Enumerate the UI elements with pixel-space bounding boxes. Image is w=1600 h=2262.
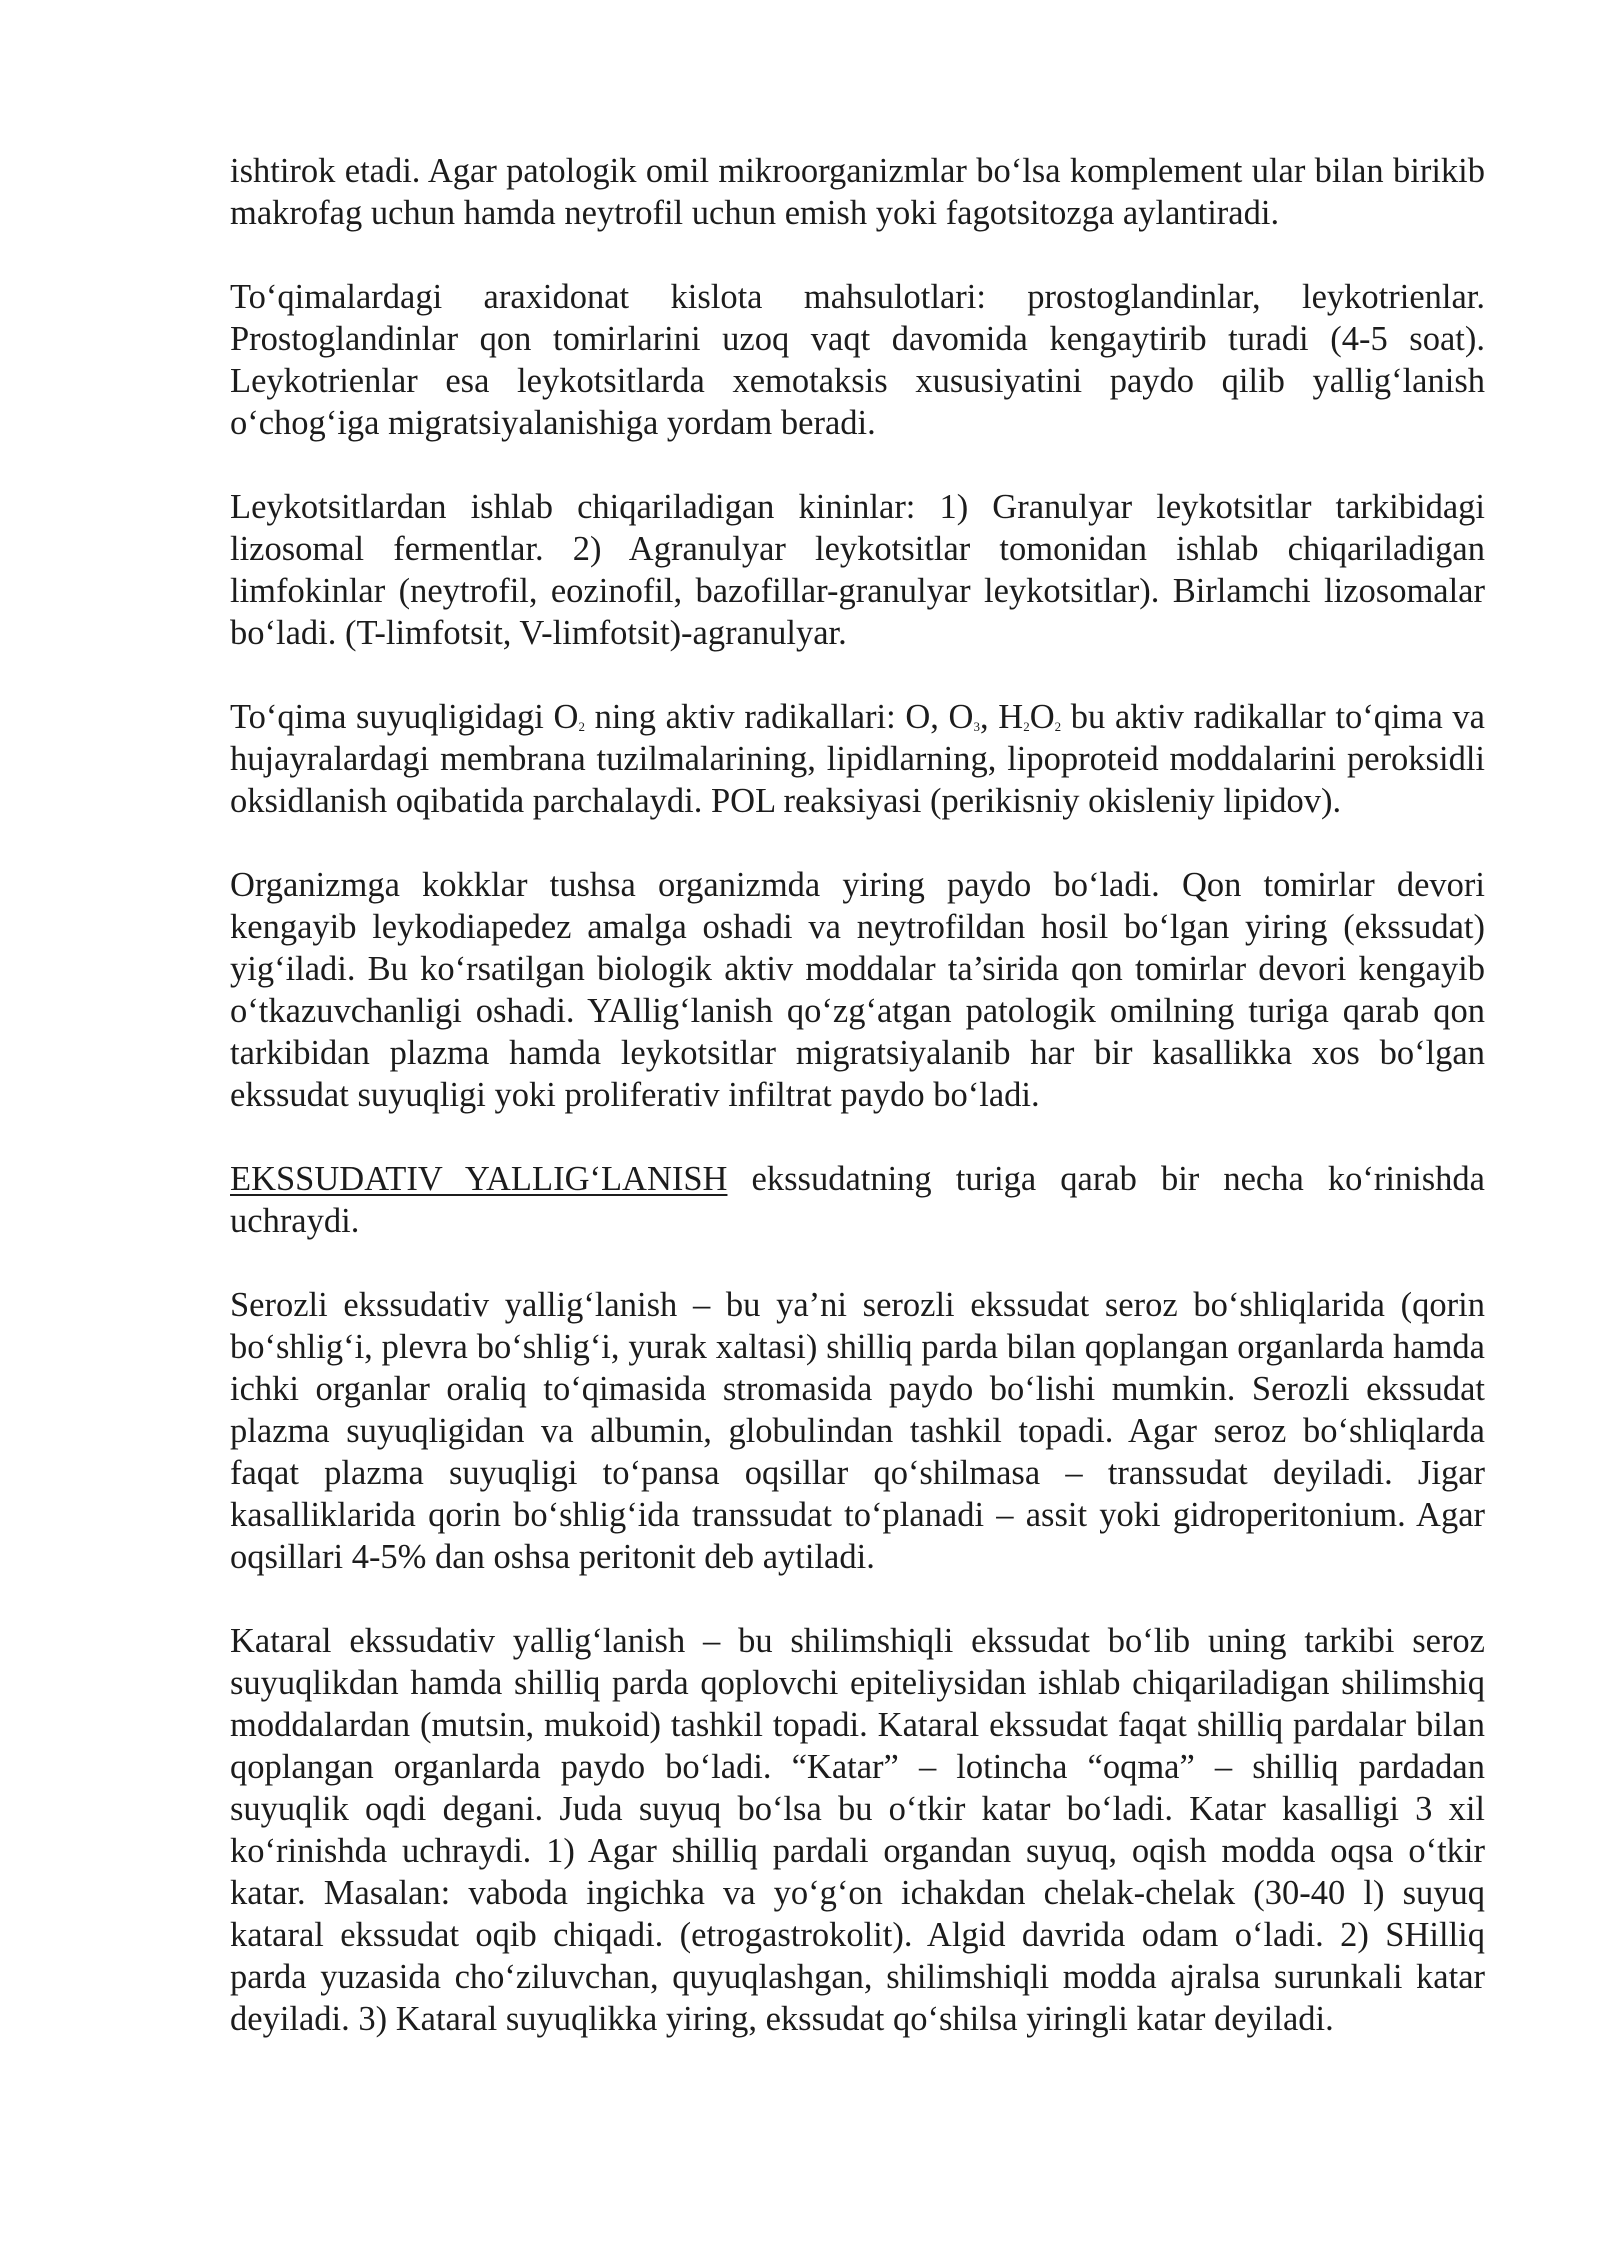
p4-sub-2: 3: [973, 719, 980, 734]
paragraph-arachidonic-acid: To‘qimalardagi araxidonat kislota mahsulotlari: prostoglandinlar, leykotrienlar. Prostoglandinlar qon tomirlarini uzoq vaqt davomida kengaytirib turadi (4-5 soat). Leykotrienlar esa leykotsitlarda xemotaksis xususiyatini paydo qilib yallig‘lanish o‘chog‘iga migratsiyalanishiga yordam beradi.: [230, 278, 1485, 442]
paragraph-oxygen-radicals: [230, 696, 1485, 822]
paragraph-serous: Serozli ekssudativ yallig‘lanish – bu ya’ni serozli ekssudat seroz bo‘shliqlarida (qorin bo‘shlig‘i, plevra bo‘shlig‘i, yurak xaltasi) shilliq parda bilan qoplangan organlarda hamda ichki organlar oraliq to‘qimasida stromasida paydo bo‘lishi mumkin. Serozli ekssudat plazma suyuqligidan va albumin, globulindan tashkil topadi. Agar seroz bo‘shliqlarda faqat plazma suyuqligi to‘pansa oqsillar qo‘shilmasa – transsudat deyiladi. Jigar kasalliklarida qorin bo‘shlig‘ida transsudat to‘planadi – assit yoki gidroperitonium. Agar oqsillari 4-5% dan oshsa peritonit deb aytiladi.: [230, 1286, 1485, 1576]
p4-text-5: bu aktiv radikallar to‘qima va hujayralardagi membrana tuzilmalarining, lipidlarning, lipoproteid moddalarini peroksidli oksidlanish oqibatida parchalaydi. POL reaksiyasi (perikisniy okisleniy lipidov).: [230, 698, 1485, 820]
document-page: [230, 150, 1485, 2082]
p4-text-1: To‘qima suyuqligidagi O: [230, 698, 579, 736]
paragraph-cocci: Organizmga kokklar tushsa organizmda yiring paydo bo‘ladi. Qon tomirlar devori kengayib leykodiapedez amalga oshadi va neytrofildan hosil bo‘lgan yiring (ekssudat) yig‘iladi. Bu ko‘rsatilgan biologik aktiv moddalar ta’sirida qon tomirlar devori kengayib o‘tkazuvchanligi oshadi. YAllig‘lanish qo‘zg‘atgan patologik omilning turiga qarab qon tarkibidan plazma hamda leykotsitlar migratsiyalanib har bir kasallikka xos bo‘lgan ekssudat suyuqligi yoki proliferativ infiltrat paydo bo‘ladi.: [230, 866, 1485, 1114]
paragraph-exudative-heading: [230, 1158, 1485, 1242]
p4-text-2: ning aktiv radikallari: O, O: [584, 698, 974, 736]
p4-sub-4: 2: [1054, 719, 1062, 734]
paragraph-kinins: Leykotsitlardan ishlab chiqariladigan kininlar: 1) Granulyar leykotsitlar tarkibidagi lizosomal fermentlar. 2) Agranulyar leykotsitlar tomonidan ishlab chiqariladigan limfokinlar (neytrofil, eozinofil, bazofillar-granulyar leykotsitlar). Birlamchi lizosomalar bo‘ladi. (T-limfotsit, V-limfotsit)-agranulyar.: [230, 488, 1485, 652]
p4-text-4: O: [1029, 698, 1055, 736]
paragraph-catarrhal: Kataral ekssudativ yallig‘lanish – bu shilimshiqli ekssudat bo‘lib uning tarkibi seroz suyuqlikdan hamda shilliq parda qoplovchi epiteliysidan ishlab chiqariladigan shilimshiq moddalardan (mutsin, mukoid) tashkil topadi. Kataral ekssudat faqat shilliq pardalar bilan qoplangan organlarda paydo bo‘ladi. “Katar” – lotincha “oqma” – shilliq pardadan suyuqlik oqdi degani. Juda suyuq bo‘lsa bu o‘tkir katar bo‘ladi. Katar kasalligi 3 xil ko‘rinishda uchraydi. 1) Agar shilliq pardali organdan suyuq, oqish modda oqsa o‘tkir katar. Masalan: vaboda ingichka va yo‘g‘on ichakdan chelak-chelak (30-40 l) suyuq kataral ekssudat oqib chiqadi. (etrogastrokolit). Algid davrida odam o‘ladi. 2) SHilliq parda yuzasida cho‘ziluvchan, quyuqlashgan, shilimshiqli modda ajralsa surunkali katar deyiladi. 3) Kataral suyuqlikka yiring, ekssudat qo‘shilsa yiringli katar deyiladi.: [230, 1622, 1485, 2038]
p4-sub-3: 2: [1023, 719, 1030, 734]
p4-sub-1: 2: [578, 719, 585, 734]
paragraph-complement: ishtirok etadi. Agar patologik omil mikroorganizmlar bo‘lsa komplement ular bilan birikib makrofag uchun hamda neytrofil uchun emish yoki fagotsitozga aylantiradi.: [230, 152, 1485, 232]
section-heading-text: ekssudatning turiga qarab bir necha ko‘rinishda uchraydi.: [230, 1160, 1485, 1240]
section-heading-exudative: EKSSUDATIV YALLIG‘LANISH: [230, 1160, 728, 1198]
p4-text-3: , H: [979, 698, 1024, 736]
